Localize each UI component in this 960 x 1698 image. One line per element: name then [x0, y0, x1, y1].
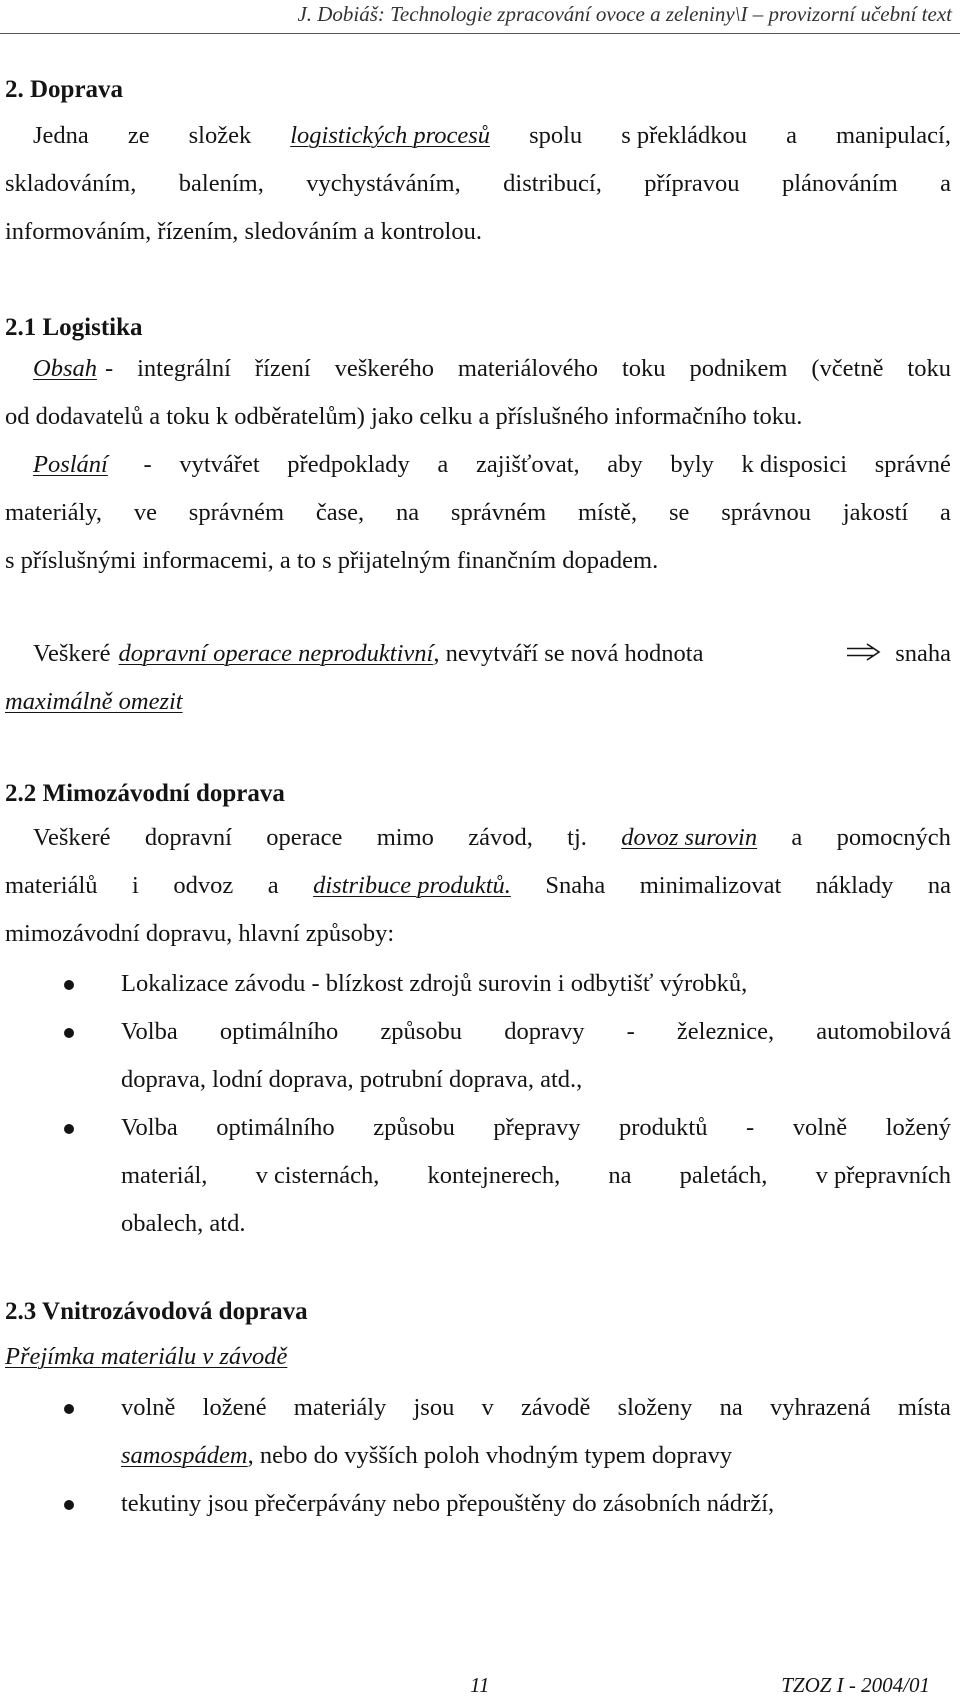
- document-code: TZOZ I - 2004/01: [781, 1673, 930, 1697]
- word: přípravou: [644, 170, 740, 197]
- word: vychystáváním,: [306, 170, 461, 197]
- word: plánováním: [781, 170, 898, 197]
- word: -: [746, 1114, 755, 1141]
- paragraph-line: od dodavatelů a toku k odběratelům) jako celku a příslušného informačního toku.: [5, 403, 803, 430]
- term-obsah: Obsah: [33, 355, 97, 382]
- word: optimálního: [216, 1114, 335, 1141]
- list-item: Lokalizace závodu - blízkost zdrojů surovin i odbytišť výrobků,: [121, 970, 748, 997]
- paragraph-line: Obsah - integrální řízení veškerého materiálového toku podnikem (včetně toku: [33, 355, 951, 382]
- bullet-icon: [64, 1500, 74, 1510]
- paragraph-line: [33, 453, 951, 478]
- running-header: J. Dobiáš: Technologie zpracování ovoce a zeleniny\I – provizorní učební text: [297, 2, 952, 26]
- section-heading-mimozavodni: 2.2 Mimozávodní doprava: [5, 780, 285, 807]
- paragraph-line: Veškeré dopravní operace mimo závod, tj. dovoz surovin a pomocných: [33, 824, 951, 851]
- word: Volba: [121, 1114, 178, 1141]
- section-heading-logistika: 2.1 Logistika: [5, 314, 143, 341]
- list-item-continuation: samospádem, nebo do vyšších poloh vhodným typem dopravy: [121, 1442, 733, 1469]
- link-logistic-processes[interactable]: logistických procesů: [290, 122, 491, 149]
- word: železnice,: [676, 1018, 775, 1045]
- word: Volba: [121, 1018, 178, 1045]
- word: čase,: [315, 499, 365, 526]
- word: přepravy: [493, 1114, 581, 1141]
- word: zajišťovat,: [475, 451, 580, 478]
- subheading-prejimka: Přejímka materiálu v závodě: [5, 1343, 288, 1370]
- word: automobilová: [816, 1018, 951, 1045]
- section-heading-vnitrozavodova: 2.3 Vnitrozávodová doprava: [5, 1298, 308, 1325]
- word: volně: [792, 1114, 848, 1141]
- word: ložený: [885, 1114, 951, 1141]
- word: jakostí: [842, 499, 909, 526]
- word: na: [395, 499, 420, 526]
- word: v cisternách,: [255, 1162, 380, 1189]
- word: distribucí,: [503, 170, 602, 197]
- word: optimálního: [219, 1018, 339, 1045]
- word: předpoklady: [287, 451, 410, 478]
- word: na: [608, 1162, 632, 1189]
- word: paletách,: [679, 1162, 768, 1189]
- word: vytvářet: [179, 451, 260, 478]
- word: správné: [874, 451, 951, 478]
- link-dovoz-surovin[interactable]: dovoz surovin: [621, 824, 758, 851]
- link-distribuce-produktu[interactable]: distribuce produktů.: [313, 872, 511, 899]
- bullet-icon: [64, 1124, 74, 1134]
- word: produktů: [619, 1114, 708, 1141]
- paragraph-line: s příslušnými informacemi, a to s přijatelným finančním dopadem.: [5, 547, 659, 574]
- word: na: [719, 1394, 743, 1421]
- paragraph-line: Veškeré dopravní operace neproduktivní, nevytváří se nová hodnota snaha: [33, 640, 951, 667]
- word: složeny: [617, 1394, 693, 1421]
- paragraph-line: Jedna ze složek logistických procesů spolu s překládkou a manipulací,: [33, 122, 951, 149]
- word: správnou: [721, 499, 812, 526]
- list-item: tekutiny jsou přečerpávány nebo přepouštěny do zásobních nádrží,: [121, 1490, 775, 1517]
- list-item: [121, 1116, 951, 1141]
- word: v přepravních: [815, 1162, 951, 1189]
- bullet-icon: [64, 980, 74, 990]
- list-item-continuation: [121, 1164, 951, 1189]
- header-rule: [0, 33, 960, 34]
- word: vyhrazená: [769, 1394, 871, 1421]
- word: způsobu: [380, 1018, 463, 1045]
- word: místě,: [577, 499, 638, 526]
- word: balením,: [178, 170, 264, 197]
- list-item-continuation: doprava, lodní doprava, potrubní doprava, atd.,: [121, 1066, 583, 1093]
- word: byly: [670, 451, 714, 478]
- word: volně: [121, 1394, 176, 1421]
- word: materiál,: [121, 1162, 208, 1189]
- word: skladováním,: [5, 170, 137, 197]
- list-item: [121, 1020, 951, 1045]
- word: materiály: [293, 1394, 387, 1421]
- paragraph-line: materiálů i odvoz a distribuce produktů. Snaha minimalizovat náklady na: [5, 872, 951, 899]
- word: aby: [607, 451, 643, 478]
- paragraph-line: informováním, řízením, sledováním a kontrolou.: [5, 218, 482, 245]
- paragraph-line: mimozávodní dopravu, hlavní způsoby:: [5, 920, 395, 947]
- word: správném: [450, 499, 547, 526]
- word: správném: [188, 499, 285, 526]
- word: a: [940, 499, 951, 526]
- word: -: [143, 451, 152, 478]
- word: k disposici: [741, 451, 848, 478]
- section-heading-doprava: 2. Doprava: [5, 76, 124, 103]
- list-item-continuation: obalech, atd.: [121, 1210, 246, 1237]
- word: materiály,: [5, 499, 103, 526]
- word: místa: [897, 1394, 951, 1421]
- word: se: [669, 499, 690, 526]
- link-transport-operations[interactable]: dopravní operace neproduktivní: [118, 640, 434, 667]
- word: a: [940, 170, 951, 197]
- word: způsobu: [373, 1114, 455, 1141]
- bullet-icon: [64, 1404, 74, 1414]
- list-item: [121, 1396, 951, 1421]
- word: jsou: [413, 1394, 455, 1421]
- word: -: [626, 1018, 635, 1045]
- word: závodě: [521, 1394, 591, 1421]
- word: ložené: [202, 1394, 267, 1421]
- word: a: [437, 451, 449, 478]
- bullet-icon: [64, 1028, 74, 1038]
- paragraph-line: [5, 172, 951, 197]
- double-arrow-right-icon: [847, 642, 881, 667]
- paragraph-line: [5, 501, 951, 526]
- page-number: 11: [470, 1673, 490, 1697]
- term-poslani: Poslání: [33, 451, 108, 478]
- word: ve: [133, 499, 157, 526]
- word: dopravy: [504, 1018, 585, 1045]
- link-samospadem[interactable]: samospádem: [121, 1442, 248, 1469]
- word: kontejnerech,: [427, 1162, 561, 1189]
- link-maximally-limit[interactable]: maximálně omezit: [5, 688, 183, 715]
- word: v: [481, 1394, 494, 1421]
